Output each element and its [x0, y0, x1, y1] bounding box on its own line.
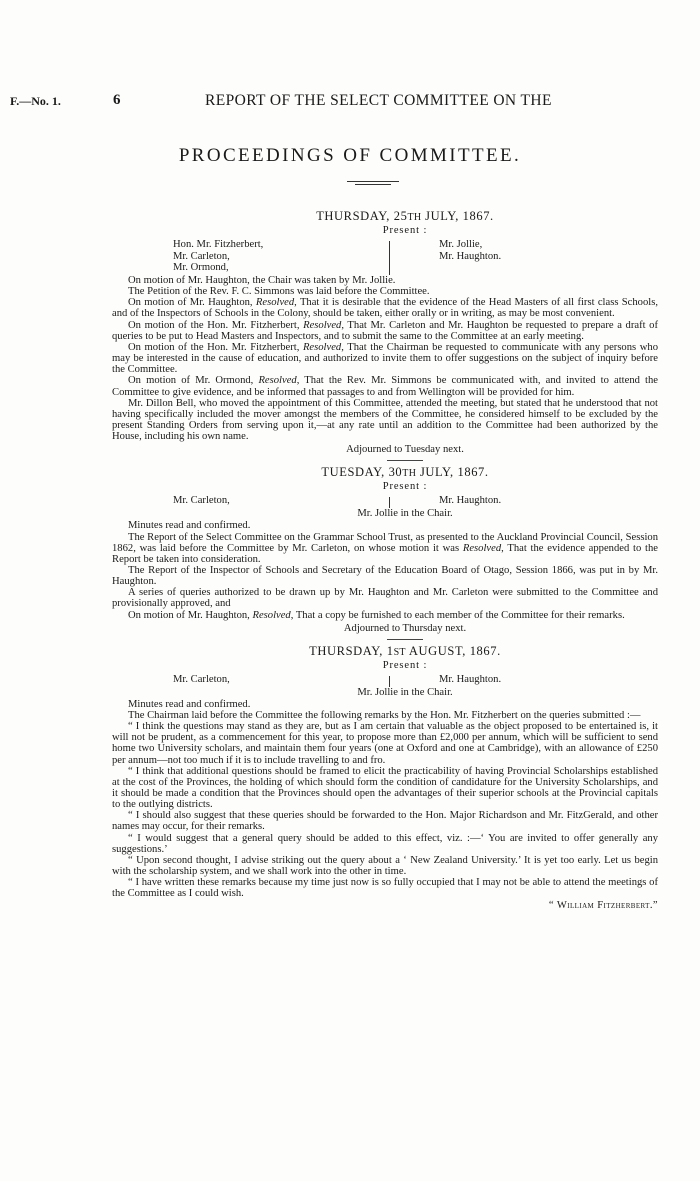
minute-paragraph: Minutes read and confirmed.: [128, 520, 251, 532]
members-divider: [389, 241, 390, 275]
paper-reference: F.—No. 1.: [10, 94, 61, 108]
members-right: [439, 674, 501, 686]
member: Mr. Carleton,: [173, 495, 230, 507]
minute-paragraph: On motion of the Hon. Mr. Fitzherbert, Resolved, That Mr. Carleton and Mr. Haughton be requested to prepare a draft of queries to be put to Head Masters and Inspectors, and to submit the same to the Committee at an early meeting.: [112, 319, 658, 342]
members-left: [173, 239, 263, 274]
member: Mr. Ormond,: [173, 262, 229, 273]
minutes-body: [112, 205, 658, 911]
minute-paragraph: The Report of the Select Committee on the Grammar School Trust, as presented to the Auckland Provincial Council, Session 1862, was laid before the Committee by Mr. Carleton, on whose motion it was Resolved, That the evidence appended to the Report be taken into consideration.: [112, 531, 658, 565]
quoted-paragraph: “ I think that additional questions should be framed to elicit the practicability of having Provincial Scholarships established at the cost of the Provinces, the holding of which should form the condition of candidature for the University Scholarships, and it should be made a condition that the Provinces should open the advantages of their superior schools at the Provincial capitals to the outlying districts.: [112, 765, 658, 811]
minute-paragraph: The Report of the Inspector of Schools and Secretary of the Education Board of Otago, Session 1866, was put in by Mr. Haughton.: [112, 564, 658, 588]
quoted-paragraph: “ I would suggest that a general query should be added to this effect, viz. :—‘ You are invited to offer generally any suggestions.’: [112, 832, 658, 855]
members-left: [173, 495, 230, 507]
page-number: 6: [113, 92, 121, 108]
member: Mr. Carleton,: [173, 673, 230, 685]
present-label: Present :: [382, 225, 428, 236]
minute-paragraph: The Chairman laid before the Committee the following remarks by the Hon. Mr. Fitzherbert on the queries submitted :—: [128, 709, 641, 721]
members-divider: [389, 497, 390, 508]
minute-paragraph: On motion of Mr. Ormond, Resolved, That the Rev. Mr. Simmons be communicated with, and invited to attend the Committee to give evidence, and be informed that passages to and from Wellington will be provided for him.: [112, 375, 658, 398]
minute-paragraph: A series of queries authorized to be drawn up by Mr. Haughton and Mr. Carleton were submitted to the Committee and provisionally approved, and: [112, 587, 658, 610]
chair-note: Mr. Jollie in the Chair.: [357, 508, 453, 520]
members-present: [112, 495, 658, 508]
member: Mr. Carleton,: [173, 250, 230, 262]
chair-note: Mr. Jollie in the Chair.: [357, 686, 453, 698]
member: Mr. Jollie,: [439, 239, 483, 250]
title-rule-secondary: [355, 184, 391, 185]
members-present: [112, 239, 658, 275]
members-divider: [389, 676, 390, 687]
quoted-paragraph: “ I think the questions may stand as they are, but as I am certain that valuable as the object proposed to be entertained is, it will not be prudent, as a commencement for this year, to propose more than £2,000 per annum, which will be sufficient to send home two University scholars, and maintain them four years (one at Oxford and one at Cambridge), with an allowance of £250 per annum—not too much if it is to include travelling to and fro.: [112, 721, 658, 766]
signature: “ William Fitzherbert.”: [548, 899, 658, 911]
minute-paragraph: On motion of Mr. Haughton, Resolved, That a copy be furnished to each member of the Committee for their remarks.: [128, 609, 625, 621]
member: Mr. Haughton.: [439, 495, 502, 507]
meeting-3: [112, 644, 658, 911]
running-header: [10, 92, 690, 110]
running-title: REPORT OF THE SELECT COMMITTEE ON THE: [205, 92, 552, 109]
section-title: PROCEEDINGS OF COMMITTEE.: [178, 145, 522, 166]
members-right: [439, 495, 501, 507]
adjournment: Adjourned to Tuesday next.: [346, 444, 464, 456]
minute-paragraph: On motion of Mr. Haughton, Resolved, That it is desirable that the evidence of the Head Masters of all first class Schools, and of the Inspectors of Schools in the Colony, should be taken, either orally or in writing, as may be most convenient.: [112, 297, 658, 320]
meeting-date: THURSDAY, 1ST AUGUST, 1867.: [309, 643, 501, 658]
minute-paragraph: The Petition of the Rev. F. C. Simmons was laid before the Committee.: [128, 286, 430, 298]
minute-paragraph: On motion of Mr. Haughton, the Chair was taken by Mr. Jollie.: [128, 275, 396, 286]
member: Mr. Haughton.: [439, 673, 502, 685]
meeting-date: THURSDAY, 25TH JULY, 1867.: [316, 209, 494, 223]
title-rule: [347, 181, 399, 182]
separator-rule: [387, 460, 423, 461]
quoted-paragraph: “ Upon second thought, I advise striking out the query about a ‘ New Zealand University.’ It is yet too early. Let us begin with the scholarship system, and we shall work into the other in time.: [112, 854, 658, 878]
minute-paragraph: Mr. Dillon Bell, who moved the appointment of this Committee, attended the meeting, but stated that he understood that not having specifically included the mover amongst the members of the Committee, he considered himself to be excluded by the present Standing Orders from serving upon it,—at any rate until an addition to the Committee had been authorized by the House, including his own name.: [112, 397, 658, 443]
minute-paragraph: On motion of the Hon. Mr. Fitzherbert, Resolved, That the Chairman be requested to communicate with any persons who may be interested in the cause of education, and authorized to invite them to offer suggestions on the subject of inquiry before the Committee.: [112, 341, 658, 376]
members-left: [173, 674, 230, 686]
meeting-2: [112, 465, 658, 639]
adjournment: Adjourned to Thursday next.: [343, 622, 467, 634]
quoted-paragraph: “ I should also suggest that these queries should be forwarded to the Hon. Major Richardson and Mr. FitzGerald, and other names may occur, for their remarks.: [112, 810, 658, 833]
minute-paragraph: Minutes read and confirmed.: [128, 698, 251, 710]
quoted-paragraph: “ I have written these remarks because my time just now is so fully occupied that I may not be able to attend the meetings of the Committee as I could wish.: [112, 877, 658, 900]
meeting-1: [112, 209, 658, 461]
members-right: [439, 239, 501, 262]
present-label: Present :: [382, 481, 428, 493]
meeting-date: TUESDAY, 30TH JULY, 1867.: [321, 465, 489, 480]
member: Hon. Mr. Fitzherbert,: [173, 239, 264, 250]
separator-rule: [387, 639, 423, 640]
members-present: [112, 674, 658, 687]
present-label: Present :: [382, 659, 428, 671]
member: Mr. Haughton.: [439, 250, 502, 262]
